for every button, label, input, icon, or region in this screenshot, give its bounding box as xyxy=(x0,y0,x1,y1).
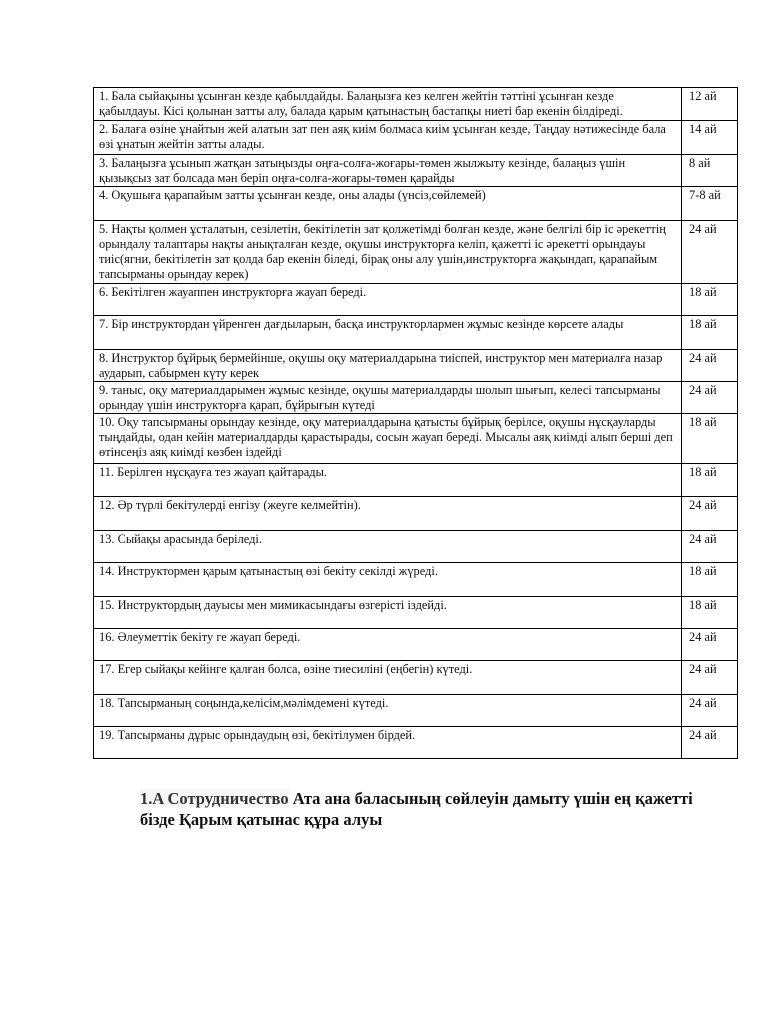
criterion-description: 16. Әлеуметтік бекіту ге жауап береді. xyxy=(94,629,682,661)
criterion-description: 8. Инструктор бұйрық бермейінше, оқушы оқу материалдарына тиіспей, инструктор мен материалға назар аударып, сабырмен күту керек xyxy=(94,350,682,382)
criterion-age: 24 ай xyxy=(682,661,738,695)
criterion-age: 24 ай xyxy=(682,629,738,661)
criterion-age: 18 ай xyxy=(682,464,738,497)
section-heading-prefix: 1.A Сотрудничество xyxy=(140,789,289,808)
table-row xyxy=(94,727,738,759)
criterion-description: 3. Балаңызға ұсынып жатқан затыңызды оңға-солға-жоғары-төмен жылжыту кезінде, балаңыз үшін қызықсыз зат болсада мән беріп оңға-солға-жоғары-төмен қарайды xyxy=(94,155,682,187)
criterion-age: 18 ай xyxy=(682,597,738,629)
table-row xyxy=(94,695,738,727)
section-heading xyxy=(140,788,700,830)
criterion-age: 24 ай xyxy=(682,531,738,563)
criterion-description: 13. Сыйақы арасында беріледі. xyxy=(94,531,682,563)
table-row xyxy=(94,316,738,350)
criterion-age: 24 ай xyxy=(682,221,738,284)
criterion-description: 5. Нақты қолмен ұсталатын, сезілетін, бекітілетін зат қолжетімді болған кезде, және белгілі бір іс әрекеттің орындалу талаптары нақты анықталған кезде, оқушы инструкторға келіп, қажетті іс әрекетті орындауы тиіс(ягни, бекітілетін зат қолда бар екенін біледі, бірақ оны алу үшін,инструкторға жақындап, қарапайым тапсырманы орындау керек) xyxy=(94,221,682,284)
criterion-description: 11. Берілген нұсқауға тез жауап қайтарады. xyxy=(94,464,682,497)
criterion-description: 10. Оқу тапсырманы орындау кезінде, оқу материалдарына қатысты бұйрық берілсе, оқушы нұсқауларды тыңдайды, одан кейін материалдарды қарастырады, сосын жауап береді. Мысалы аяқ киімді алып берші деп өтінсеңіз аяқ киімді көзбен іздейді xyxy=(94,414,682,464)
table-row xyxy=(94,629,738,661)
criterion-description: 17. Егер сыйақы кейінге қалған болса, өзіне тиесиліні (еңбегін) күтеді. xyxy=(94,661,682,695)
criteria-table-body xyxy=(94,88,738,759)
criterion-description: 15. Инструктордың дауысы мен мимикасындағы өзгерісті іздейді. xyxy=(94,597,682,629)
criterion-description: 12. Әр түрлі бекітулерді енгізу (жеуге келмейтін). xyxy=(94,497,682,531)
table-row xyxy=(94,121,738,155)
criterion-age: 24 ай xyxy=(682,695,738,727)
criterion-age: 18 ай xyxy=(682,316,738,350)
criterion-description: 6. Бекітілген жауаппен инструкторға жауап береді. xyxy=(94,284,682,316)
criterion-description: 9. таныс, оқу материалдарымен жұмыс кезінде, оқушы материалдарды шолып шығып, келесі тапсырманы орындау үшін инструкторға қарап, бұйрығын күтеді xyxy=(94,382,682,414)
criterion-age: 24 ай xyxy=(682,382,738,414)
criterion-description: 2. Балаға өзіне ұнайтын жей алатын зат пен аяқ киім болмаса киім ұсынған кезде, Таңдау нәтижесінде бала өзі ұнатын жейтін затты алады. xyxy=(94,121,682,155)
criterion-description: 19. Тапсырманы дұрыс орындаудың өзі, бекітілумен бірдей. xyxy=(94,727,682,759)
table-row xyxy=(94,563,738,597)
section-heading-text: Ата ана баласының сөйлеуін дамыту үшін ең қажетті бізде Қарым қатынас құра алуы xyxy=(140,789,693,829)
criterion-age: 18 ай xyxy=(682,414,738,464)
table-row xyxy=(94,284,738,316)
table-row xyxy=(94,187,738,221)
table-row xyxy=(94,88,738,121)
criterion-description: 14. Инструктормен қарым қатынастың өзі бекіту секілді жүреді. xyxy=(94,563,682,597)
criterion-age: 8 ай xyxy=(682,155,738,187)
criterion-age: 24 ай xyxy=(682,727,738,759)
criterion-description: 18. Тапсырманың соңында,келісім,мәлімдемені күтеді. xyxy=(94,695,682,727)
table-row xyxy=(94,661,738,695)
criterion-age: 18 ай xyxy=(682,563,738,597)
criterion-description: 1. Бала сыйақыны ұсынған кезде қабылдайды. Балаңызға кез келген жейтін тәттіні ұсынған кезде қабылдауы. Кісі қолынан затты алу, балада қарым қатынастың бастапқы ниеті бар екенін білдіреді. xyxy=(94,88,682,121)
table-row xyxy=(94,531,738,563)
table-row xyxy=(94,414,738,464)
table-row xyxy=(94,597,738,629)
criterion-description: 7. Бір инструктордан үйренген дағдыларын, басқа инструкторлармен жұмыс кезінде көрсете алады xyxy=(94,316,682,350)
table-row xyxy=(94,497,738,531)
table-row xyxy=(94,155,738,187)
criterion-age: 24 ай xyxy=(682,350,738,382)
criterion-age: 7-8 ай xyxy=(682,187,738,221)
criterion-age: 24 ай xyxy=(682,497,738,531)
criterion-age: 18 ай xyxy=(682,284,738,316)
criterion-age: 14 ай xyxy=(682,121,738,155)
table-row xyxy=(94,382,738,414)
criterion-description: 4. Оқушыға қарапайым затты ұсынған кезде, оны алады (үнсіз,сөйлемей) xyxy=(94,187,682,221)
table-row xyxy=(94,221,738,284)
criteria-table xyxy=(93,87,738,759)
table-row xyxy=(94,350,738,382)
table-row xyxy=(94,464,738,497)
criterion-age: 12 ай xyxy=(682,88,738,121)
